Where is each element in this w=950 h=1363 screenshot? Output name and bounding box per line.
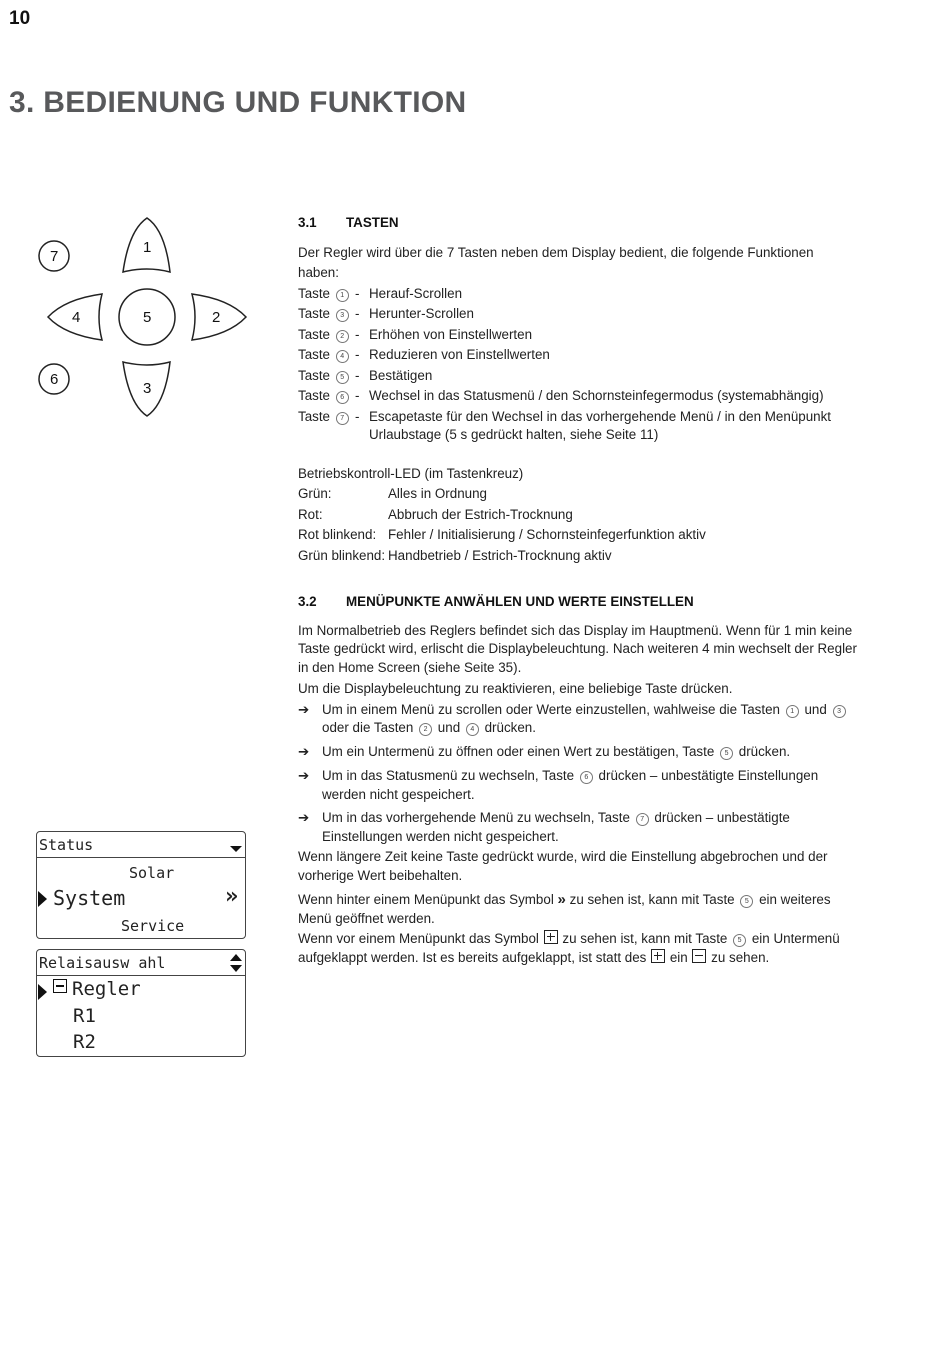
dash: - bbox=[355, 326, 360, 342]
bullet-text: Um in das vorhergehende Menü zu wechseln, Taste bbox=[322, 810, 630, 825]
key-row bbox=[298, 407, 858, 444]
dash: - bbox=[355, 367, 360, 383]
submenu-arrow-icon: » bbox=[557, 891, 566, 908]
section2-paragraph-3: Wenn längere Zeit keine Taste gedrückt wurde, wird die Einstellung abgebrochen und der vorherige Wert beibehalten. bbox=[298, 849, 828, 883]
key-row-desc: Bestätigen bbox=[369, 367, 433, 383]
section1-intro: Der Regler wird über die 7 Tasten neben dem Display bedient, die folgende Funktionen haben: bbox=[298, 244, 814, 280]
bullet-item bbox=[298, 766, 858, 804]
key-row-label: Taste bbox=[298, 347, 331, 362]
key-row-desc: Herauf-Scrollen bbox=[369, 285, 463, 301]
section2-paragraph-4 bbox=[298, 891, 858, 928]
led-row-label: Grün blinkend: bbox=[298, 547, 386, 563]
page-number: 10 bbox=[9, 8, 31, 29]
dash: - bbox=[355, 306, 360, 321]
display-item-solar: Solar bbox=[129, 864, 175, 882]
display-header bbox=[37, 832, 245, 858]
bullet-text: drücken. bbox=[738, 743, 791, 759]
paragraph-text: Wenn hinter einem Menüpunkt das Symbol bbox=[298, 892, 554, 907]
led-row-label: Rot: bbox=[298, 506, 323, 522]
paragraph-text: ein bbox=[669, 949, 688, 965]
section2-paragraph-1: Im Normalbetrieb des Reglers befindet sich das Display im Hauptmenü. Wenn für 1 min keine Taste gedrückt wird, erlischt die Displaybeleuchtung. Nach weiteren 4 min wechselt der Regler in den Home Screen (siehe Seite 35). bbox=[298, 622, 857, 675]
display-item-regler-label: Regler bbox=[72, 978, 141, 1000]
bullet-text: Um in einem Menü zu scrollen oder Werte einzustellen, wahlweise die Tasten bbox=[322, 701, 780, 717]
arrow-right-icon: ➔ bbox=[298, 810, 310, 825]
led-row bbox=[298, 484, 858, 505]
collapse-minus-icon bbox=[692, 949, 706, 963]
paragraph-text: ein Untermenü aufgeklappt werden. Ist es bereits aufgeklappt, ist statt des bbox=[298, 931, 840, 965]
key-7-icon: 7 bbox=[336, 412, 349, 425]
key-row bbox=[298, 325, 858, 346]
display-item-regler bbox=[53, 978, 141, 1000]
paragraph-text: zu sehen ist, kann mit Taste bbox=[569, 892, 735, 907]
key-4-label: 4 bbox=[72, 309, 81, 326]
key-row bbox=[298, 345, 858, 366]
key-5-icon: 5 bbox=[740, 895, 753, 908]
led-row bbox=[298, 505, 858, 526]
led-row-desc: Handbetrieb / Estrich-Trocknung aktiv bbox=[388, 547, 612, 563]
key-3-icon: 3 bbox=[833, 705, 846, 718]
key-row-desc: Escapetaste für den Wechsel in das vorhergehende Menü / in den Menüpunkt Urlaubstage (5 s gedrückt halten, siehe Seite 11) bbox=[369, 408, 832, 442]
display-item-r2: R2 bbox=[73, 1031, 96, 1053]
display-header-label: Relaisausw ahl bbox=[39, 954, 166, 972]
key-row-label: Taste bbox=[298, 367, 331, 383]
key-5-icon: 5 bbox=[336, 371, 349, 384]
selection-cursor-icon bbox=[38, 891, 47, 907]
key-row-label: Taste bbox=[298, 388, 331, 403]
section-title: TASTEN bbox=[346, 215, 399, 230]
display-status-menu bbox=[36, 831, 246, 939]
content-column bbox=[298, 213, 858, 967]
paragraph-text: zu sehen. bbox=[711, 949, 770, 965]
chapter-title: 3. BEDIENUNG UND FUNKTION bbox=[9, 86, 467, 119]
paragraph-text: zu sehen ist, kann mit Taste bbox=[562, 931, 728, 946]
dash: - bbox=[355, 347, 360, 362]
led-row bbox=[298, 546, 858, 567]
key-6-icon: 6 bbox=[336, 391, 349, 404]
section-number: 3.1 bbox=[298, 215, 317, 230]
keypad-diagram bbox=[30, 212, 260, 422]
arrow-right-icon: ➔ bbox=[298, 701, 310, 717]
led-row bbox=[298, 525, 858, 546]
bullet-item bbox=[298, 742, 858, 763]
bullet-text: drücken – unbestätigte Einstellungen werden nicht gespeichert. bbox=[322, 810, 790, 844]
led-row-desc: Fehler / Initialisierung / Schornsteinfegerfunktion aktiv bbox=[388, 527, 706, 542]
arrow-right-icon: ➔ bbox=[298, 743, 310, 759]
paragraph-text: Wenn vor einem Menüpunkt das Symbol bbox=[298, 931, 539, 946]
dash: - bbox=[355, 285, 360, 301]
display-item-r1: R1 bbox=[73, 1005, 96, 1027]
bullet-item bbox=[298, 808, 858, 846]
key-row-label: Taste bbox=[298, 326, 331, 342]
bullet-text: und bbox=[437, 720, 461, 735]
expand-plus-icon bbox=[544, 930, 558, 944]
display-relay-selection bbox=[36, 949, 246, 1057]
key-3-label: 3 bbox=[143, 380, 152, 397]
bullet-text: Um in das Statusmenü zu wechseln, Taste bbox=[322, 768, 575, 783]
led-list bbox=[298, 484, 858, 566]
dropdown-arrow-icon bbox=[229, 834, 243, 854]
collapse-icon bbox=[53, 979, 67, 993]
key-row bbox=[298, 304, 858, 325]
paragraph-text: ein weiteres Menü geöffnet werden. bbox=[298, 892, 831, 926]
bullet-item bbox=[298, 700, 858, 738]
key-5-icon: 5 bbox=[733, 934, 746, 947]
key-5-icon: 5 bbox=[720, 747, 733, 760]
selection-cursor-icon bbox=[38, 984, 47, 1000]
arrow-right-icon: ➔ bbox=[298, 768, 310, 783]
key-row bbox=[298, 386, 858, 407]
key-list bbox=[298, 284, 858, 444]
bullet-text: und bbox=[804, 701, 827, 717]
key-3-icon: 3 bbox=[336, 309, 349, 322]
bullet-text: oder die Tasten bbox=[322, 720, 414, 735]
key-6-icon: 6 bbox=[580, 771, 593, 784]
section-title: MENÜPUNKTE ANWÄHLEN UND WERTE EINSTELLEN bbox=[346, 594, 694, 609]
bullet-text: Um ein Untermenü zu öffnen oder einen Wert zu bestätigen, Taste bbox=[322, 743, 715, 759]
key-1-icon: 1 bbox=[336, 289, 349, 302]
key-row-label: Taste bbox=[298, 306, 331, 321]
led-row-label: Grün: bbox=[298, 486, 332, 501]
key-row-desc: Reduzieren von Einstellwerten bbox=[369, 347, 550, 362]
up-down-arrow-icon bbox=[229, 952, 243, 974]
display-header-label: Status bbox=[39, 836, 94, 854]
section2-paragraph-5 bbox=[298, 930, 858, 967]
expand-plus-icon bbox=[651, 949, 665, 963]
key-7-icon: 7 bbox=[636, 813, 649, 826]
key-4-icon: 4 bbox=[466, 723, 479, 736]
led-row-label: Rot blinkend: bbox=[298, 527, 377, 542]
section-heading-3-1 bbox=[298, 213, 858, 234]
led-row-desc: Alles in Ordnung bbox=[388, 486, 487, 501]
led-title: Betriebskontroll-LED (im Tastenkreuz) bbox=[298, 465, 524, 481]
key-row-label: Taste bbox=[298, 408, 331, 424]
key-2-icon: 2 bbox=[336, 330, 349, 343]
key-4-icon: 4 bbox=[336, 350, 349, 363]
bullet-text: drücken. bbox=[484, 720, 536, 735]
display-header bbox=[37, 950, 245, 976]
key-5-label: 5 bbox=[143, 309, 152, 326]
dash: - bbox=[355, 388, 360, 403]
section2-paragraph-2: Um die Displaybeleuchtung zu reaktivieren, eine beliebige Taste drücken. bbox=[298, 681, 733, 696]
key-row-label: Taste bbox=[298, 285, 331, 301]
key-row bbox=[298, 284, 858, 305]
submenu-arrow-icon: » bbox=[225, 884, 239, 909]
key-2-label: 2 bbox=[212, 309, 221, 326]
key-7-label: 7 bbox=[50, 248, 59, 265]
key-row-desc: Wechsel in das Statusmenü / den Schornsteinfegermodus (systemabhängig) bbox=[369, 388, 824, 403]
key-row-desc: Herunter-Scrollen bbox=[369, 306, 474, 321]
display-item-service: Service bbox=[121, 917, 185, 935]
display-item-system: System bbox=[53, 886, 126, 910]
section-heading-3-2 bbox=[298, 592, 858, 613]
key-row-desc: Erhöhen von Einstellwerten bbox=[369, 326, 533, 342]
key-1-icon: 1 bbox=[786, 705, 799, 718]
key-6-label: 6 bbox=[50, 371, 59, 388]
dash: - bbox=[355, 408, 360, 424]
key-row bbox=[298, 366, 858, 387]
key-1-label: 1 bbox=[143, 239, 152, 256]
section-number: 3.2 bbox=[298, 594, 317, 609]
bullet-text: drücken – unbestätigte Einstellungen werden nicht gespeichert. bbox=[322, 768, 819, 802]
led-row-desc: Abbruch der Estrich-Trocknung bbox=[388, 506, 573, 522]
key-2-icon: 2 bbox=[419, 723, 432, 736]
